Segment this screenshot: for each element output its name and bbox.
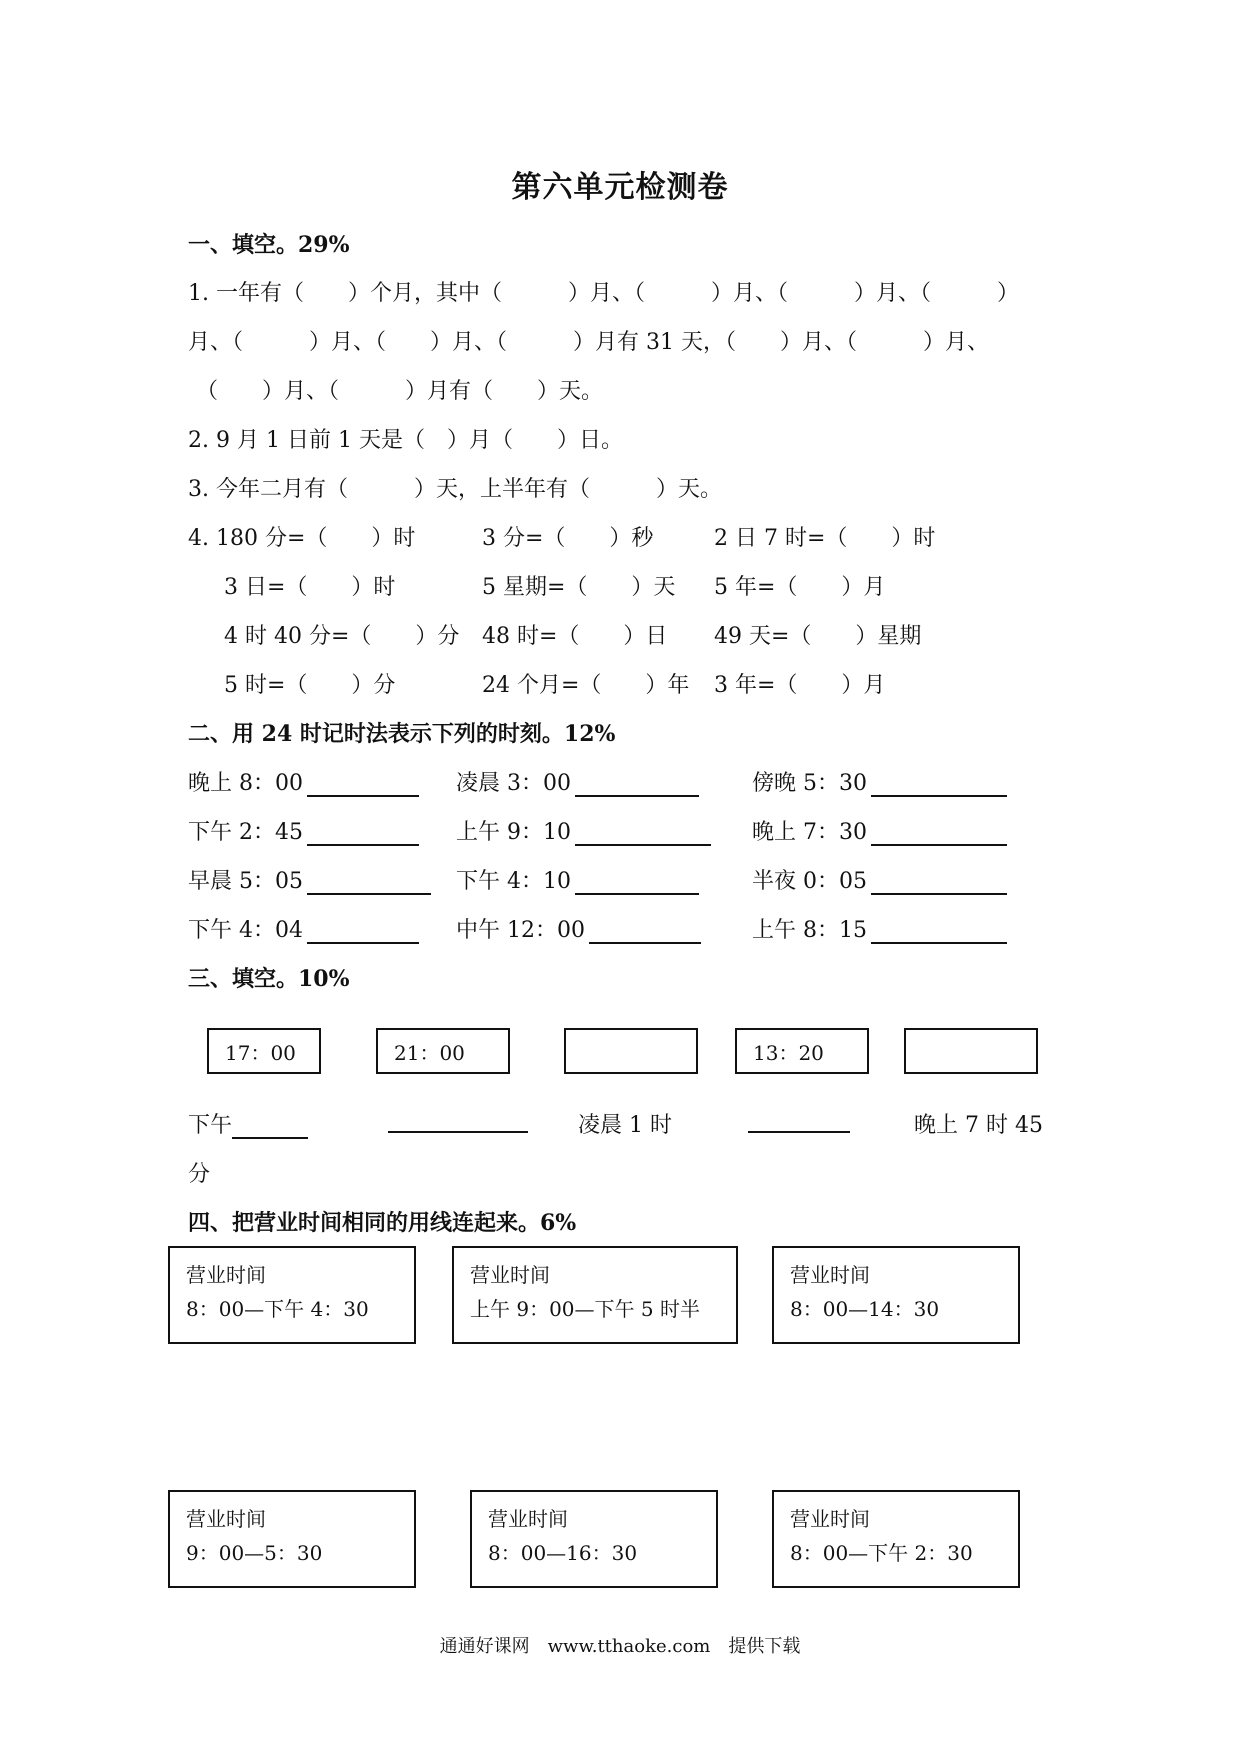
time-label: 晚上 8：00 — [188, 771, 303, 796]
time-item — [188, 864, 431, 895]
answer-blank[interactable] — [589, 920, 701, 944]
answer-blank[interactable] — [748, 1109, 850, 1133]
time-label: 下午 4：04 — [188, 918, 303, 943]
time-item — [752, 766, 1007, 797]
time-item — [752, 864, 1007, 895]
time-label: 早晨 5：05 — [188, 869, 303, 894]
answer-blank[interactable] — [871, 822, 1007, 846]
time-box: 17：00 — [207, 1028, 321, 1074]
q4-row — [188, 619, 1068, 649]
time-item — [456, 913, 701, 944]
q1-line2: 月、（ ）月、（ ）月、（ ）月有 31 天，（ ）月、（ ）月、 — [188, 330, 989, 355]
q4-item: 4 时 40 分=（ ）分 — [224, 624, 460, 649]
answer-blank[interactable] — [307, 871, 431, 895]
q4-item: 2 日 7 时=（ ）时 — [714, 526, 936, 551]
time-label: 中午 12：00 — [456, 918, 585, 943]
hours-time: 上午 9：00—下午 5 时半 — [470, 1297, 700, 1321]
answer-blank[interactable] — [575, 871, 699, 895]
answer-blank[interactable] — [232, 1115, 308, 1139]
hours-box-bottom[interactable] — [772, 1490, 1020, 1588]
q4-item: 3 日=（ ）时 — [224, 575, 396, 600]
hours-time: 8：00—下午 2：30 — [790, 1541, 973, 1565]
answer-label: 晚上 7 时 45 — [914, 1113, 1043, 1138]
time-label: 半夜 0：05 — [752, 869, 867, 894]
time-label: 下午 4：10 — [456, 869, 571, 894]
time-item — [752, 913, 1007, 944]
hours-time: 8：00—下午 4：30 — [186, 1297, 369, 1321]
hours-label: 营业时间 — [488, 1507, 568, 1531]
hours-box-top[interactable] — [168, 1246, 416, 1344]
time-item — [188, 913, 419, 944]
time-item — [456, 815, 711, 846]
time-box-empty[interactable] — [904, 1028, 1038, 1074]
q4-row — [188, 521, 1068, 551]
time-row — [188, 766, 1068, 796]
footer-credit: 通通好课网 www.tthaoke.com 提供下载 — [439, 1636, 801, 1657]
q1-line3: （ ）月、（ ）月有（ ）天。 — [196, 379, 604, 404]
q4-item: 24 个月=（ ）年 — [482, 673, 690, 698]
hours-box-top[interactable] — [452, 1246, 738, 1344]
q2: 2. 9 月 1 日前 1 天是（ ）月（ ）日。 — [188, 428, 623, 453]
answer-blank[interactable] — [307, 773, 419, 797]
answer-blank[interactable] — [871, 773, 1007, 797]
time-box-empty[interactable] — [564, 1028, 698, 1074]
hours-time: 8：00—16：30 — [488, 1541, 638, 1565]
q4-item: 4. 180 分=（ ）时 — [188, 526, 416, 551]
time-item — [456, 766, 699, 797]
answer-item — [914, 1108, 1043, 1139]
section1-heading: 一、填空。29% — [188, 232, 350, 258]
time-label: 晚上 7：30 — [752, 820, 867, 845]
answer-blank[interactable] — [871, 920, 1007, 944]
hours-label: 营业时间 — [186, 1263, 266, 1287]
hours-label: 营业时间 — [470, 1263, 550, 1287]
hours-box-top[interactable] — [772, 1246, 1020, 1344]
answer-item — [748, 1108, 850, 1133]
page-title: 第六单元检测卷 — [511, 170, 729, 205]
time-row — [188, 864, 1068, 894]
time-label: 上午 9：10 — [456, 820, 571, 845]
time-item — [752, 815, 1007, 846]
hours-box-bottom[interactable] — [168, 1490, 416, 1588]
answer-item — [188, 1108, 308, 1139]
hours-time: 9：00—5：30 — [186, 1541, 323, 1565]
q4-item: 48 时=（ ）日 — [482, 624, 668, 649]
answer-label: 下午 — [188, 1113, 233, 1138]
time-item — [188, 766, 419, 797]
time-item — [456, 864, 699, 895]
time-label: 上午 8：15 — [752, 918, 867, 943]
q4-item: 49 天=（ ）星期 — [714, 624, 922, 649]
time-box: 13：20 — [735, 1028, 869, 1074]
q4-row — [188, 668, 1068, 698]
hours-label: 营业时间 — [790, 1263, 870, 1287]
answer-blank[interactable] — [307, 822, 419, 846]
time-box: 21：00 — [376, 1028, 510, 1074]
q3: 3. 今年二月有（ ）天，上半年有（ ）天。 — [188, 477, 722, 502]
answer-blank[interactable] — [575, 773, 699, 797]
section3-heading: 三、填空。10% — [188, 966, 350, 992]
hours-label: 营业时间 — [186, 1507, 266, 1531]
time-label: 凌晨 3：00 — [456, 771, 571, 796]
q1-line1: 1. 一年有（ ）个月，其中（ ）月、（ ）月、（ ）月、（ ） — [188, 281, 1019, 306]
answer-blank[interactable] — [307, 920, 419, 944]
hours-time: 8：00—14：30 — [790, 1297, 940, 1321]
time-item — [188, 815, 419, 846]
section2-heading: 二、用 24 时记时法表示下列的时刻。12% — [188, 721, 616, 747]
time-label: 下午 2：45 — [188, 820, 303, 845]
time-row — [188, 913, 1068, 943]
time-row — [188, 815, 1068, 845]
answer-blank[interactable] — [575, 822, 711, 846]
section4-heading: 四、把营业时间相同的用线连起来。6% — [188, 1210, 577, 1236]
q4-row — [188, 570, 1068, 600]
hours-box-bottom[interactable] — [470, 1490, 718, 1588]
q4-item: 5 年=（ ）月 — [714, 575, 886, 600]
q4-item: 3 分=（ ）秒 — [482, 526, 654, 551]
q4-item: 3 年=（ ）月 — [714, 673, 886, 698]
answer-label: 凌晨 1 时 — [578, 1113, 672, 1138]
q4-item: 5 星期=（ ）天 — [482, 575, 676, 600]
time-label: 傍晚 5：30 — [752, 771, 867, 796]
answer-wrap: 分 — [188, 1162, 211, 1187]
q4-item: 5 时=（ ）分 — [224, 673, 396, 698]
hours-label: 营业时间 — [790, 1507, 870, 1531]
answer-blank[interactable] — [388, 1109, 528, 1133]
answer-item — [388, 1108, 528, 1133]
answer-blank[interactable] — [871, 871, 1007, 895]
answer-item — [578, 1108, 672, 1139]
